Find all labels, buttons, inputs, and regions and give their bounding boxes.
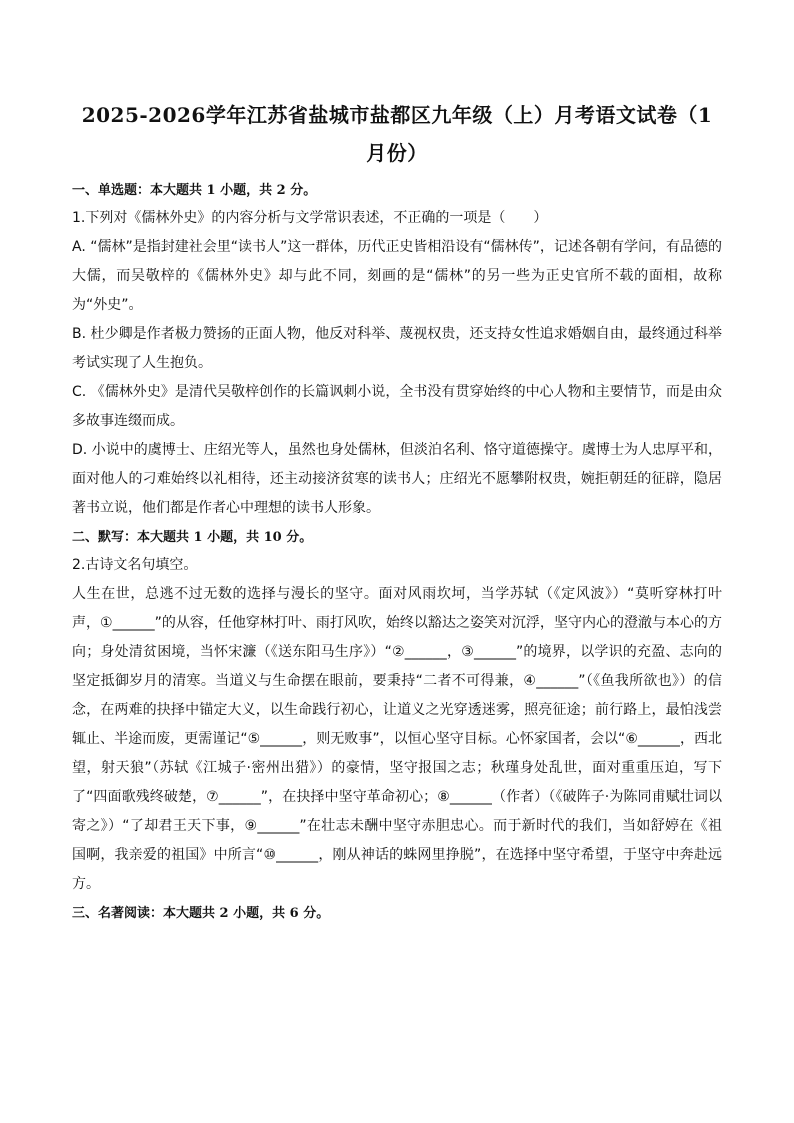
question-1-stem: 1.下列对《儒林外史》的内容分析与文学常识表述，不正确的一项是（ ） [72,210,548,226]
question-1-option-b: B. 杜少卿是作者极力赞扬的正面人物，他反对科举、蔑视权贵，还支持女性追求婚姻自由，最终通过科举考试实现了人生抱负。 [72,326,722,371]
exam-title: 2025-2026学年江苏省盐城市盐都区九年级（上）月考语文试卷（1月份） [81,103,713,165]
question-1-option-c: C. 《儒林外史》是清代吴敬梓创作的长篇讽刺小说，全书没有贯穿始终的中心人物和主要情节，而是由众多故事连缀而成。 [72,384,722,429]
question-2-passage: 人生在世，总逃不过无数的选择与漫长的坚守。面对风雨坎坷，当学苏轼（《定风波》）“莫听穿林打叶声，①______”的从容，任他穿林打叶、雨打风吹，始终以豁达之姿笑对沉浮，坚守内心的澄澈与本心的方向；身处清贫困境，当怀宋濂（《送东阳马生序》）“②______，③______”的境界，以学识的充盈、志向的坚定抵御岁月的清寒。当道义与生命摆在眼前，要秉持“二者不可得兼，④______”（《鱼我所欲也》）的信念，在两难的抉择中锚定大义，以生命践行初心，让道义之光穿透迷雾，照亮征途；前行路上，最怕浅尝辄止、半途而废，更需谨记“⑤______，则无败事”，以恒心坚守目标。心怀家国者，会以“⑥______，西北望，射天狼”（苏轼《江城子·密州出猎》）的豪情，坚守报国之志；秋瑾身处乱世，面对重重压迫，写下了“四面歌残终破楚，⑦______”，在抉择中坚守革命初心；⑧______（作者）（《破阵子·为陈同甫赋壮词以寄之》）“了却君王天下事，⑨______”在壮志未酬中坚守赤胆忠心。而于新时代的我们，当如舒婷在《祖国啊，我亲爱的祖国》中所言“⑩______，刚从神话的蛛网里挣脱”，在选择中坚守希望，于坚守中奔赴远方。 [72,586,722,892]
question-1-option-a: A. “儒林”是指封建社会里“读书人”这一群体，历代正史皆相沿设有“儒林传”，记述各朝有学问，有品德的大儒，而吴敬梓的《儒林外史》却与此不同，刻画的是“儒林”的另一些为正史官所不载的面相，故称为“外史”。 [72,239,722,313]
question-1-option-d: D. 小说中的虞博士、庄绍光等人，虽然也身处儒林，但淡泊名利、恪守道德操守。虞博士为人忠厚平和，面对他人的刁难始终以礼相待，还主动接济贫寒的读书人；庄绍光不愿攀附权贵，婉拒朝廷的征辟，隐居著书立说，他们都是作者心中理想的读书人形象。 [72,442,722,516]
question-2-stem: 2.古诗文名句填空。 [72,557,198,573]
section-heading-classics-reading: 三、名著阅读：本大题共 2 小题，共 6 分。 [72,906,330,921]
section-heading-single-choice: 一、单选题：本大题共 1 小题，共 2 分。 [72,183,317,198]
section-heading-dictation: 二、默写：本大题共 1 小题，共 10 分。 [72,530,313,545]
